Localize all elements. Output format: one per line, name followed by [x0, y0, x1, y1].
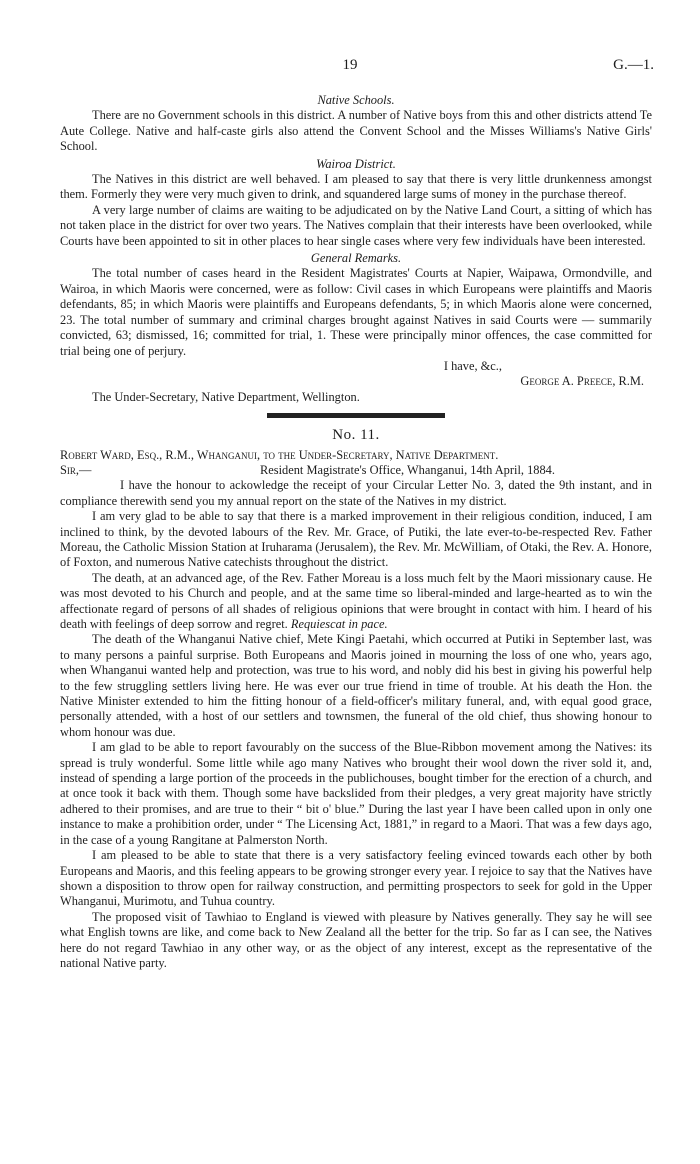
native-schools-paragraph: There are no Government schools in this district. A number of Native boys from this and other districts attend Te Aute College. Native and half-caste girls also attend the Convent School and the Misses Williams's Native Girls' School. — [60, 108, 652, 154]
letter-paragraph-3-text: The death, at an advanced age, of the Rev. Father Moreau is a loss much felt by the Maori missionary cause. He was most devoted to his Church and people, and at the same time so liberal-minded and large-hearted as to win the affectionate regard of persons of all shades of religious opinions that were brought in contact with him. I heard of his death with feelings of deep sorrow and regret. — [60, 570, 652, 631]
report-body — [60, 93, 652, 971]
letter-paragraph-6: I am pleased to be able to state that there is a very satisfactory feeling evinced towards each other by both Europeans and Maoris, and this feeling appears to be growing stronger every year. I rejoice to say that the Natives have shown a disposition to throw open for railway construction, and permitting prospectors to seek for gold in the Upper Whanganui, Murimotu, and Tuhua country. — [60, 848, 652, 909]
office-date: Resident Magistrate's Office, Whanganui, 14th April, 1884. — [260, 462, 555, 477]
requiescat: Requiescat in pace. — [290, 617, 388, 631]
letter-paragraph-5: I am glad to be able to report favourably on the success of the Blue-Ribbon movement among the Natives: its spread is truly wonderful. Some little while ago many Natives who brought their wool down the river sold it, and, instead of spending a large portion of the proceeds in the publichouses, bought timber for the erection of a church, and at once took it back with them. Though some have backslided from their pledges, a very great majority have strictly adhered to their promises, and are true to their “ bit o' blue.” During the last year I have been called upon in only one instance to make a prohibition order, under “ The Licensing Act, 1881,” in regard to a Maori. That was a few days ago, in the case of a young Rangitane at Palmerston North. — [60, 740, 652, 847]
general-remarks-paragraph: The total number of cases heard in the Resident Magistrates' Courts at Napier, Waipawa, Ormondville, and Wairoa, in which Maoris were concerned, were as follow: Civil cases in which Europeans were plaintiffs and Maoris defendants, 85; in which Maoris were plaintiffs and Europeans defendants, 5; in which Maoris alone were concerned, 23. The total number of summary and criminal charges brought against Natives in said Courts were — summarily convicted, 63; dismissed, 16; committed for trial, 1. These were principally minor offences, the case committed for trial being one of perjury. — [60, 266, 652, 358]
salutation: Sir,— — [60, 462, 92, 477]
wairoa-paragraph-1: The Natives in this district are well behaved. I am pleased to say that there is very little drunkenness amongst them. Formerly they were very much given to drink, and squandered large sums of money in the purchase thereof. — [60, 172, 652, 202]
page-number: 19 — [342, 57, 358, 73]
general-remarks-heading: General Remarks. — [310, 251, 402, 266]
section-divider — [267, 413, 445, 418]
letter-paragraph-1: I have the honour to ackowledge the receipt of your Circular Letter No. 3, dated the 9th instant, and in compliance therewith send you my annual report on the state of the Natives in my district. — [60, 478, 652, 508]
document-reference: G.—1. — [613, 57, 654, 73]
addressee: The Under-Secretary, Native Department, Wellington. — [92, 389, 360, 404]
letter-paragraph-7: The proposed visit of Tawhiao to England is viewed with pleasure by Natives generally. They say he will see what English towns are like, and come back to New Zealand all the better for the trip. So far as I can see, the Natives here do not regard Tawhiao in any other way, or as the object of any interest, except as the representative of the national Native party. — [60, 909, 652, 970]
letter-paragraph-2: I am very glad to be able to say that there is a marked improvement in their religious condition, induced, I am inclined to think, by the devoted labours of the Rev. Mr. Grace, of Putiki, the late ever-to-be-respected Rev. Father Moreau, the Catholic Mission Station at Iruharama (Jerusalem), the Rev. Mr. McWilliam, of Otaki, the Rev. A. Honore, of Foxton, and numerous Native catechists throughout the district. — [60, 509, 652, 570]
wairoa-paragraph-2: A very large number of claims are waiting to be adjudicated on by the Native Land Court, a sitting of which has not taken place in the district for over two years. The Natives complain that their interests have been overlooked, while Courts have been appointed to sit in other places to hear single cases where very few individuals have been interested. — [60, 202, 652, 248]
wairoa-heading: Wairoa District. — [316, 156, 396, 171]
letter-number: No. 11. — [332, 427, 380, 444]
salutation-row — [60, 463, 652, 478]
letter-paragraph-4: The death of the Whanganui Native chief, Mete Kingi Paetahi, which occurred at Putiki in September last, was to many persons a painful surprise. Both Europeans and Maoris joined in mourning the loss of one who, years ago, when Whanganui wanted help and protection, was true to his word, and nobly did his best in giving his powerful help to the few struggling settlers living here. He was ever our true friend in time of trouble. At his death the Hon. the Native Minister extended to him the fitting honour of a field-officer's military funeral, and, with equal good grace, personally attended, with a host of our settlers and townsmen, the funeral of the old chief, thus showing honour to whom honour was due. — [60, 632, 652, 739]
letter-paragraph-3 — [60, 571, 652, 633]
letter-from-to: Robert Ward, Esq., R.M., Whanganui, to the Under-Secretary, Native Department. — [60, 447, 499, 462]
closing: I have, &c., — [443, 358, 502, 373]
signature: George A. Preece, R.M. — [520, 374, 644, 389]
native-schools-heading: Native Schools. — [317, 93, 395, 107]
